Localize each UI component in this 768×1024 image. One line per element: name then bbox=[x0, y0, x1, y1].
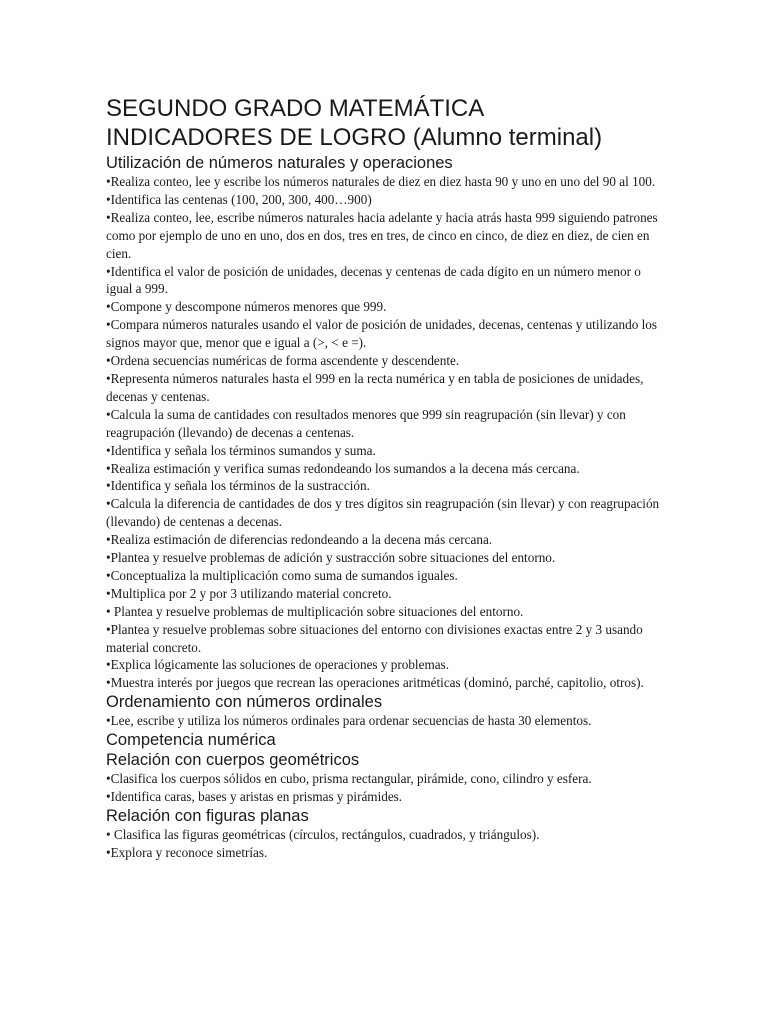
section-heading: Relación con cuerpos geométricos bbox=[106, 751, 360, 770]
indicator-item: •Muestra interés por juegos que recrean las operaciones aritméticas (dominó, parché, capitolio, otros). bbox=[106, 675, 644, 691]
indicator-item: •Identifica y señala los términos sumandos y suma. bbox=[106, 442, 376, 458]
indicator-item: •Realiza conteo, lee, escribe números naturales hacia adelante y hacia atrás hasta 999 siguiendo patrones como por ejemplo de uno en uno, dos en dos, tres en tres, de cinco en cinco, de diez en diez, de cien en cien. bbox=[106, 209, 658, 261]
indicator-item: •Compara números naturales usando el valor de posición de unidades, decenas, centenas y utilizando los signos mayor que, menor que e igual a (>, < e =). bbox=[106, 317, 658, 351]
indicator-item: •Calcula la diferencia de cantidades de dos y tres dígitos sin reagrupación (sin llevar) y con reagrupación (llevando) de centenas a decenas. bbox=[106, 496, 660, 530]
indicator-item: • Plantea y resuelve problemas de multiplicación sobre situaciones del entorno. bbox=[106, 603, 524, 619]
indicator-item: •Identifica el valor de posición de unidades, decenas y centenas de cada dígito en un número menor o igual a 999. bbox=[106, 263, 641, 297]
indicator-item: •Realiza estimación y verifica sumas redondeando los sumandos a la decena más cercana. bbox=[106, 460, 580, 476]
document-page bbox=[106, 94, 666, 862]
indicator-item: •Plantea y resuelve problemas sobre situaciones del entorno con divisiones exactas entre 2 y 3 usando material concreto. bbox=[106, 621, 643, 655]
document-title bbox=[106, 94, 666, 152]
section-heading: Utilización de números naturales y operaciones bbox=[106, 154, 453, 172]
indicator-item: • Clasifica las figuras geométricas (círculos, rectángulos, cuadrados, y triángulos). bbox=[106, 827, 540, 842]
indicator-item: •Compone y descompone números menores que 999. bbox=[106, 299, 387, 315]
indicator-item: •Explica lógicamente las soluciones de operaciones y problemas. bbox=[106, 657, 449, 673]
indicator-item: •Plantea y resuelve problemas de adición y sustracción sobre situaciones del entorno. bbox=[106, 550, 556, 566]
section-heading: Relación con figuras planas bbox=[106, 807, 309, 825]
indicator-item: •Calcula la suma de cantidades con resultados menores que 999 sin reagrupación (sin llevar) y con reagrupación (llevando) de decenas a centenas. bbox=[106, 406, 626, 440]
indicator-list bbox=[106, 173, 666, 692]
indicator-item: •Ordena secuencias numéricas de forma ascendente y descendente. bbox=[106, 353, 460, 369]
indicator-list bbox=[106, 770, 666, 806]
indicator-item: •Identifica las centenas (100, 200, 300, 400…900) bbox=[106, 191, 372, 207]
indicator-item: •Representa números naturales hasta el 999 en la recta numérica y en tabla de posiciones de unidades, decenas y centenas. bbox=[106, 370, 644, 404]
indicator-item: •Multiplica por 2 y por 3 utilizando material concreto. bbox=[106, 585, 392, 601]
indicator-item: •Explora y reconoce simetrías. bbox=[106, 844, 268, 860]
indicator-list bbox=[106, 712, 666, 730]
indicator-item: •Lee, escribe y utiliza los números ordinales para ordenar secuencias de hasta 30 elementos. bbox=[106, 713, 592, 729]
indicator-item: •Identifica y señala los términos de la sustracción. bbox=[106, 478, 370, 494]
title-line-2: INDICADORES DE LOGRO (Alumno terminal) bbox=[106, 124, 603, 151]
section-heading: Ordenamiento con números ordinales bbox=[106, 693, 383, 712]
indicator-item: •Identifica caras, bases y aristas en prismas y pirámides. bbox=[106, 789, 403, 805]
indicator-list bbox=[106, 826, 666, 862]
section-heading: Competencia numérica bbox=[106, 731, 276, 750]
sections-container bbox=[106, 153, 666, 862]
indicator-item: •Realiza conteo, lee y escribe los números naturales de diez en diez hasta 90 y uno en uno del 90 al 100. bbox=[106, 174, 656, 189]
indicator-item: •Clasifica los cuerpos sólidos en cubo, prisma rectangular, pirámide, cono, cilindro y esfera. bbox=[106, 771, 592, 787]
indicator-item: •Realiza estimación de diferencias redondeando a la decena más cercana. bbox=[106, 532, 493, 548]
indicator-item: •Conceptualiza la multiplicación como suma de sumandos iguales. bbox=[106, 567, 458, 583]
title-line-1: SEGUNDO GRADO MATEMÁTICA bbox=[106, 95, 485, 122]
